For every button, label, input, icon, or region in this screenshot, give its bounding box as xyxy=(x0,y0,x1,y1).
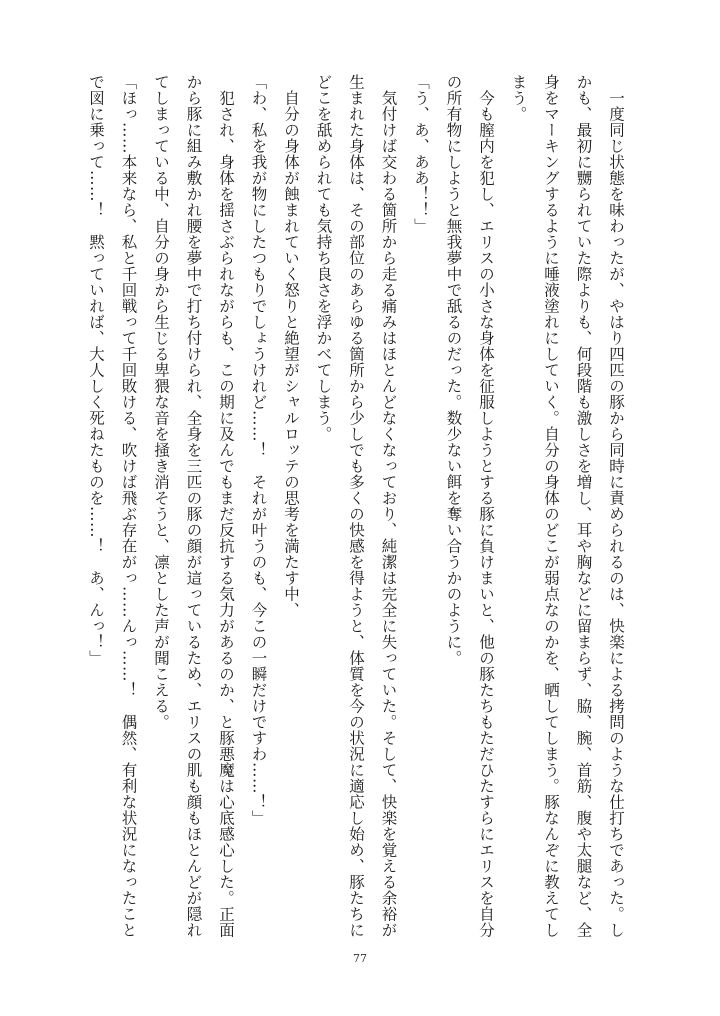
dialogue-line: 「ほっ……本来なら、私と千回戦って千回敗ける、吹けば飛ぶ存在がっ……んっ……！ 偶然、有利な状況になったことで図に乗って……！ 黙っていれば、大人しく死ねたものを……！ あ、んっ！」 xyxy=(87,74,138,938)
paragraph: 今も膣内を犯し、エリスの小さな身体を征服しようとする豚に負けまいと、他の豚たちもただひたすらにエリスを自分の所有物にしようと無我夢中で舐るのだった。数少ない餌を奪い合うかのように。 xyxy=(444,74,495,938)
dialogue-line: 「わ、私を我が物にしたつもりでしょうけれど……！ それが叶うのも、今この一瞬だけですわ……！」 xyxy=(249,74,268,826)
vertical-text-body xyxy=(72,74,632,944)
paragraph: 一度同じ状態を味わったが、やはり四匹の豚から同時に責められるのは、快楽による拷問のような仕打ちであった。しかも、最初に嬲られていた際よりも、何段階も激しさを増し、耳や胸などに留まらず、脇、腕、首筋、腹や太腿など、全身をマーキングするように唾液塗れにしていく。自分の身体のどこが弱点なのかを、晒してしまう。豚なんぞに教えてしまう。 xyxy=(509,74,625,938)
paragraph: 自分の身体が蝕まれていく怒りと絶望がシャルロッテの思考を満たす中、 xyxy=(282,89,300,618)
paragraph: 気付けば交わる箇所から走る痛みはほとんどなくなっており、純潔は完全に失っていた。そして、快楽を覚える余裕が生まれた身体は、その部位のあらゆる箇所から少しでも多くの快感を得ようと、体質を今の状況に適応し始め、豚たちにどこを舐められても気持ち良さを浮かべてしまう。 xyxy=(314,74,398,938)
dialogue-line: 「う、あ、ああ！！」 xyxy=(412,74,430,234)
page-number: 77 xyxy=(353,952,367,965)
paragraph: 犯され、身体を揺さぶられながらも、この期に及んでもまだ反抗する気力があるのか、と豚悪魔は心底感心した。正面から豚に組み敷かれ腰を夢中で打ち付けられ、全身を三匹の豚の顔が這っているため、エリスの肌も顔もほとんどが隠れてしまっている中、自分の身から生じる卑猥な音を掻き消そうと、凛とした声が聞こえる。 xyxy=(152,74,235,938)
